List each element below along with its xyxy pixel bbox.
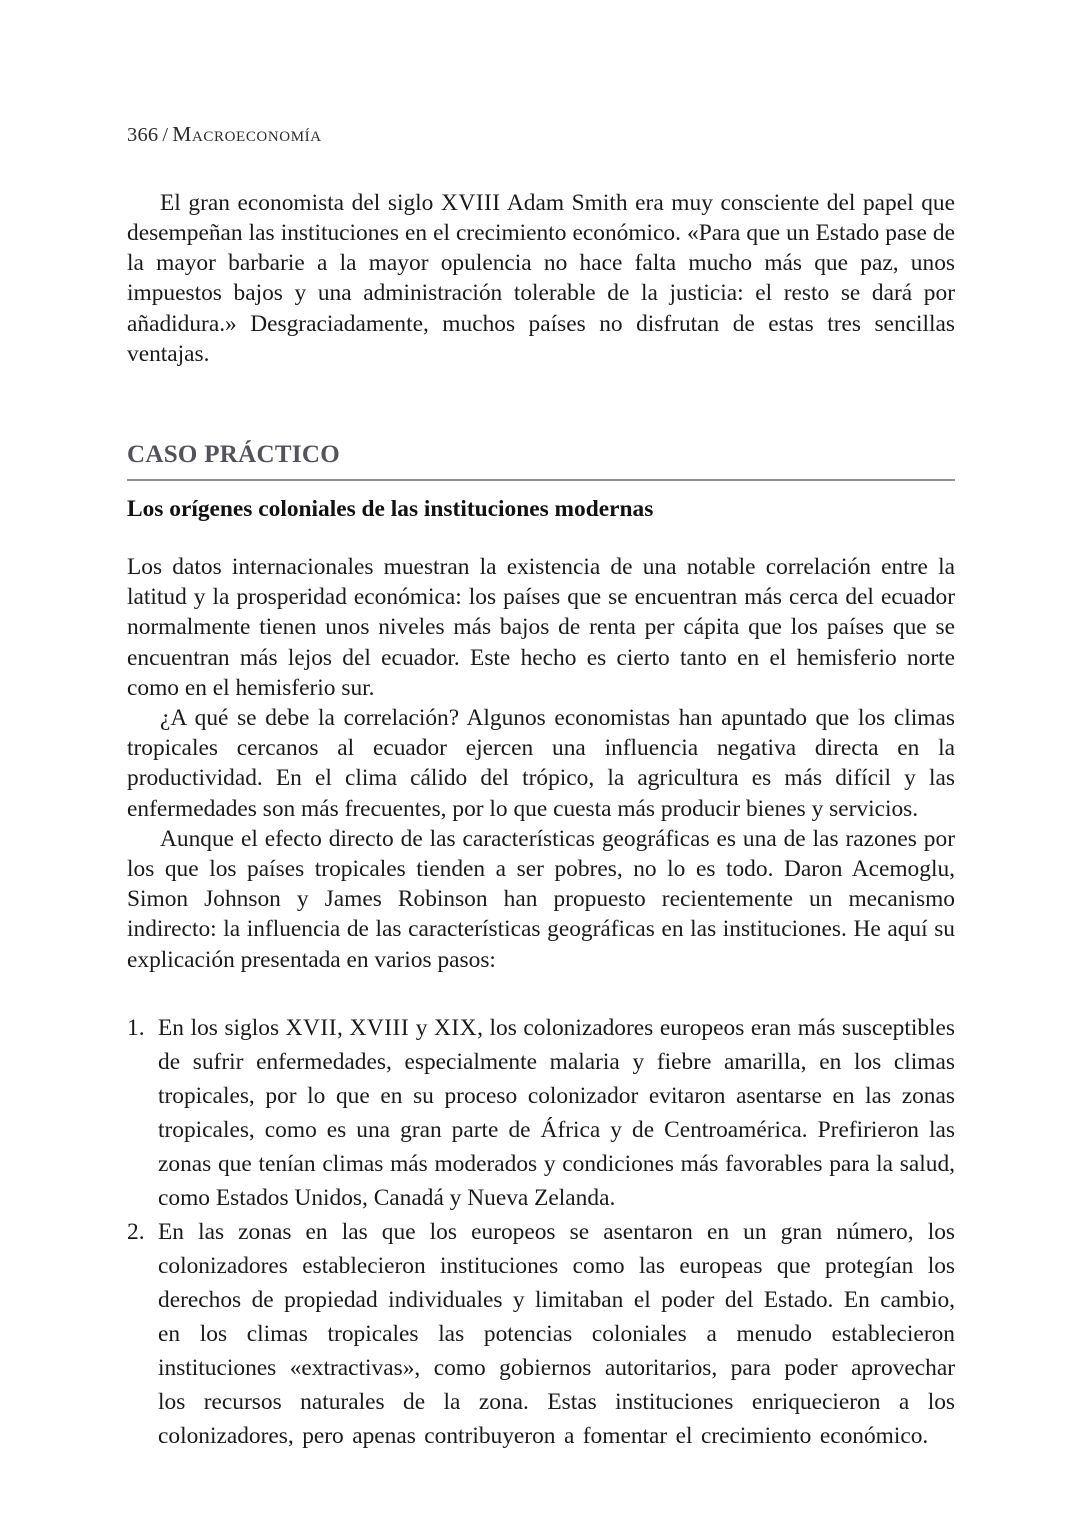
page-folio: 366 bbox=[127, 124, 159, 146]
list-item-marker: 1. bbox=[127, 1014, 145, 1041]
step-1-mid-2: y bbox=[409, 1014, 434, 1041]
text-column bbox=[127, 0, 955, 1453]
running-head bbox=[127, 122, 955, 148]
roman-numeral-xviii: XVIII bbox=[440, 189, 501, 216]
case-paragraph-1: Los datos internacionales muestran la existencia de una notable correlación entre la latitud y la prosperidad económica: los países que se encuentran más cerca del ecuador normalmente tienen unos niveles más bajos de renta per cápita que los países que se encuentran más lejos del ecuador. Este hecho es cierto tanto en el hemisferio norte como en el hemisferio sur. bbox=[127, 554, 955, 701]
intro-text-a: El gran economista del siglo bbox=[160, 189, 441, 216]
list-item-text: En las zonas en las que los europeos se asentaron en un gran número, los colonizadores establecieron instituciones como las europeas que protegían los derechos de propiedad individuales y limitaban el poder del Estado. En cambio, en los climas tropicales las potencias coloniales a menudo establecieron instituciones «extractivas», como gobiernos autoritarios, para poder aprovechar los recursos naturales de la zona. Estas instituciones enriquecieron a los colonizadores, pero apenas contribuyeron a fomentar el crecimiento económico. bbox=[158, 1218, 955, 1449]
steps-list bbox=[127, 1011, 955, 1453]
roman-numeral-xix: XIX bbox=[433, 1014, 478, 1041]
case-paragraph-2: ¿A qué se debe la correlación? Algunos economistas han apuntado que los climas tropicales cercanos al ecuador ejercen una influencia negativa directa en la productividad. En el clima cálido del trópico, la agricultura es más difícil y las enfermedades son más frecuentes, por lo que cuesta más producir bienes y servicios. bbox=[127, 705, 955, 822]
case-study-kicker: CASO PRÁCTICO bbox=[127, 441, 340, 469]
list-item-text bbox=[158, 1011, 955, 1215]
intro-paragraph bbox=[127, 188, 955, 369]
case-paragraph-3: Aunque el efecto directo de las características geográficas es una de las razones por los que los países tropicales tienden a ser pobres, no lo es todo. Daron Acemoglu, Simon Johnson y James Robinson han propuesto recientemente un mecanismo indirecto: la influencia de las características geográficas en las instituciones. He aquí su explicación presentada en varios pasos: bbox=[127, 825, 955, 973]
roman-numeral-xvii: XVII bbox=[285, 1014, 338, 1041]
step-1-suffix: , los colonizadores europeos eran más susceptibles de sufrir enfermedades, especialmente malaria y fiebre amarilla, en los climas tropicales, por lo que en su proceso colonizador evitaron asentarse en las zonas tropicales, como es una gran parte de África y de Centroamérica. Prefirieron las zonas que tenían climas más moderados y condiciones más favorables para la salud, como Estados Unidos, Canadá y Nueva Zelanda. bbox=[158, 1014, 956, 1211]
running-head-separator: / bbox=[162, 124, 169, 146]
step-1-prefix: En los siglos bbox=[158, 1014, 286, 1041]
case-study-block bbox=[127, 441, 955, 524]
intro-text-b: Adam Smith era muy consciente del papel que desempeñan las instituciones en el crecimiento económico. «Para que un Estado pase de la mayor barbarie a la mayor opulencia no hace falta mucho más que paz, unos impuestos bajos y una administración tolerable de la justicia: el resto se dará por añadidura.» Desgraciadamente, muchos países no disfrutan de estas tres sencillas ventajas. bbox=[127, 189, 955, 367]
list-item bbox=[127, 1215, 955, 1453]
case-study-body bbox=[127, 552, 955, 975]
book-title: Macroeconomía bbox=[172, 122, 322, 146]
list-item bbox=[127, 1011, 955, 1215]
roman-numeral-xviii-list: XVIII bbox=[349, 1014, 410, 1041]
step-1-mid-1: , bbox=[337, 1014, 350, 1041]
case-study-subtitle: Los orígenes coloniales de las instituciones modernas bbox=[127, 495, 654, 522]
list-item-marker: 2. bbox=[127, 1218, 145, 1245]
